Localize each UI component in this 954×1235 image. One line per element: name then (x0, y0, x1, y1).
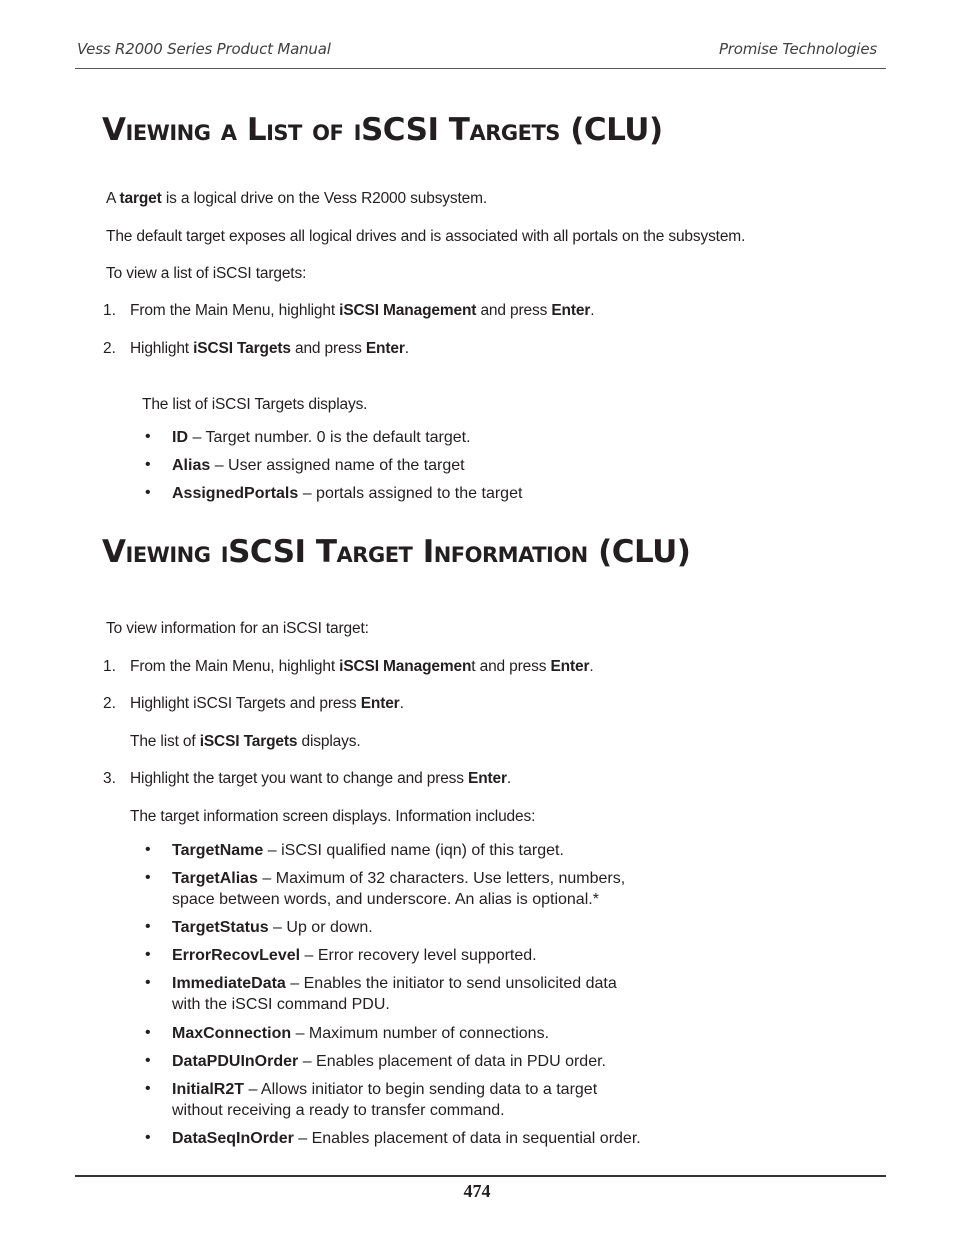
page-number: 474 (463, 1181, 491, 1201)
bullet-marker: • (145, 484, 151, 501)
bullet-marker: • (145, 1024, 151, 1041)
to-view-list-paragraph: To view a list of iSCSI targets: (106, 265, 307, 282)
header-rule (75, 68, 886, 69)
bullet-item: TargetAlias – Maximum of 32 characters. Use letters, numbers, space between words, and underscore. An alias is optional.* (172, 870, 626, 908)
bullet-item: ID – Target number. 0 is the default target. (172, 429, 471, 446)
bullet-item: TargetStatus – Up or down. (172, 919, 373, 936)
bullet-item: InitialR2T – Allows initiator to begin sending data to a target without receiving a ready to transfer command. (172, 1081, 598, 1119)
step-text: From the Main Menu, highlight iSCSI Management and press Enter. (130, 302, 595, 319)
bullet-marker: • (145, 428, 151, 445)
step-note: The target information screen displays. Information includes: (130, 808, 536, 825)
running-header-title: Vess R2000 Series Product Manual (77, 40, 331, 58)
bullet-marker: • (145, 841, 151, 858)
step-text: Highlight iSCSI Targets and press Enter. (130, 340, 409, 357)
step-number: 1. (103, 302, 116, 319)
default-target-paragraph: The default target exposes all logical drives and is associated with all portals on the subsystem. (106, 228, 746, 245)
step-text: Highlight the target you want to change and press Enter. (130, 770, 512, 787)
step-number: 1. (103, 658, 116, 675)
intro-paragraph: A target is a logical drive on the Vess R2000 subsystem. (106, 190, 488, 207)
bullet-marker: • (145, 1080, 151, 1097)
bullet-marker: • (145, 946, 151, 963)
step-note: The list of iSCSI Targets displays. (130, 733, 361, 750)
section-heading-target-information: VIEWING ISCSI TARGET INFORMATION (CLU) (102, 534, 691, 570)
bullet-marker: • (145, 456, 151, 473)
bullet-marker: • (145, 869, 151, 886)
bullet-item: DataSeqInOrder – Enables placement of data in sequential order. (172, 1130, 641, 1147)
bullet-item: AssignedPortals – portals assigned to the target (172, 485, 523, 502)
section-heading-list-targets: VIEWING A LIST OF ISCSI TARGETS (CLU) (102, 112, 663, 148)
bullet-item: TargetName – iSCSI qualified name (iqn) of this target. (172, 842, 564, 859)
step-number: 2. (103, 695, 116, 712)
step-number: 2. (103, 340, 116, 357)
to-view-info-paragraph: To view information for an iSCSI target: (106, 620, 369, 637)
footer-rule (75, 1175, 886, 1177)
bullet-item: ImmediateData – Enables the initiator to send unsolicited data with the iSCSI command PDU. (172, 975, 617, 1013)
step-number: 3. (103, 770, 116, 787)
list-displays-note: The list of iSCSI Targets displays. (142, 396, 368, 413)
bullet-marker: • (145, 974, 151, 991)
bullet-marker: • (145, 918, 151, 935)
bullet-item: MaxConnection – Maximum number of connections. (172, 1025, 550, 1042)
bullet-marker: • (145, 1129, 151, 1146)
bullet-item: DataPDUInOrder – Enables placement of data in PDU order. (172, 1053, 606, 1070)
bullet-marker: • (145, 1052, 151, 1069)
bullet-item: ErrorRecovLevel – Error recovery level supported. (172, 947, 537, 964)
step-text: Highlight iSCSI Targets and press Enter. (130, 695, 404, 712)
running-header-company: Promise Technologies (718, 40, 877, 58)
step-text: From the Main Menu, highlight iSCSI Management and press Enter. (130, 658, 594, 675)
bullet-item: Alias – User assigned name of the target (172, 457, 465, 474)
